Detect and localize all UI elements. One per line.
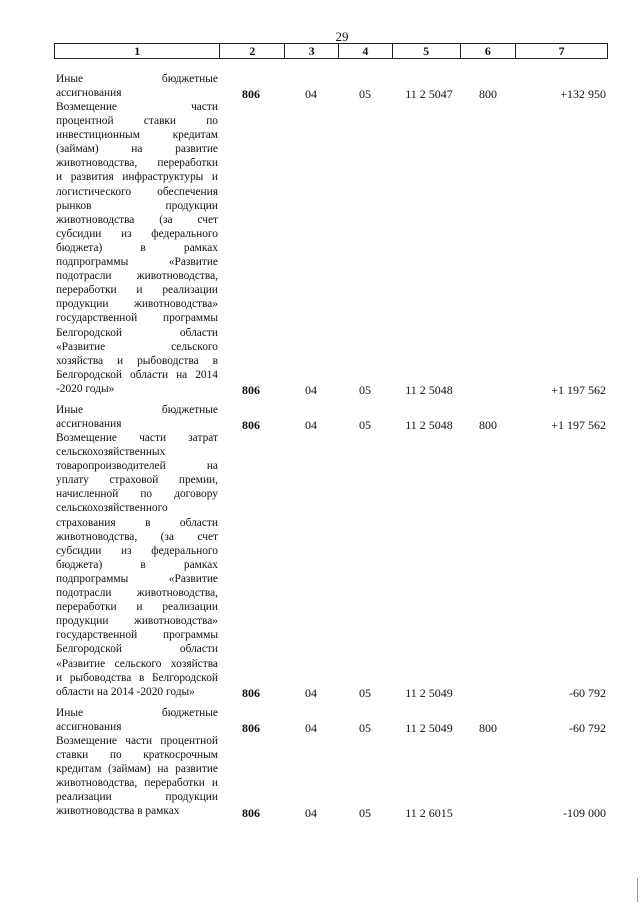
row-description [56, 431, 218, 699]
description-line: Возмещение части затрат [56, 432, 218, 444]
description-line: начисленной по договору [56, 488, 218, 501]
description-line: области на 2014 -2020 годы» [56, 685, 195, 698]
description-line: уплату страховой премии, [56, 474, 218, 487]
description-line: животноводства, переработки [56, 157, 218, 170]
subsection-cell: 05 [359, 383, 371, 397]
header-col-2: 2 [220, 44, 285, 58]
description-line: животноводства (за счет [56, 213, 218, 226]
description-line: подпрограммы «Развитие [56, 256, 218, 269]
description-line: ассигнования [56, 87, 122, 100]
subsection-cell: 05 [359, 805, 371, 820]
header-col-7: 7 [558, 44, 565, 58]
description-line: переработки и реализации [56, 284, 218, 297]
description-line: рынков продукции [56, 199, 218, 212]
admin-code-cell: 806 [242, 721, 260, 736]
description-line: ассигнования [56, 721, 122, 734]
description-line: -2020 годы» [56, 382, 115, 395]
description-line: продукции животноводства» [56, 298, 218, 311]
description-line: страхования в области [56, 516, 218, 529]
description-line: Возмещение части [56, 101, 218, 113]
description-line: субсидии из федерального [56, 227, 218, 240]
subsection-cell: 05 [359, 418, 371, 433]
header-col-3: 3 [285, 44, 339, 58]
admin-code-cell: 806 [242, 418, 260, 433]
header-col-6: 6 [461, 44, 517, 58]
admin-code-cell: 806 [242, 383, 260, 397]
description-line: подотрасли животноводства, [56, 270, 218, 283]
description-line: субсидии из федерального [56, 544, 218, 557]
row-description [56, 706, 218, 734]
header-col-1: 1 [55, 44, 220, 58]
section-cell: 04 [305, 87, 317, 102]
description-line: продукции животноводства» [56, 615, 218, 628]
admin-code-cell: 806 [242, 685, 260, 700]
description-line: Белгородской области на 2014 [56, 368, 218, 381]
description-line: животноводства в рамках [56, 805, 180, 818]
description-line: логистического обеспечения [56, 185, 218, 198]
description-line: товаропроизводителей на [56, 460, 218, 473]
row-description [56, 100, 218, 396]
amount-cell: -60 792 [569, 721, 606, 736]
description-line: процентной ставки по [56, 115, 218, 128]
subsection-cell: 05 [359, 685, 371, 700]
section-cell: 04 [305, 418, 317, 433]
description-line: Возмещение части процентной [56, 735, 218, 747]
amount-cell: -60 792 [569, 685, 606, 700]
target-article-cell: 11 2 6015 [405, 805, 453, 820]
description-line: реализации продукции [56, 791, 218, 804]
amount-cell: +132 950 [560, 87, 606, 102]
target-article-cell: 11 2 5049 [405, 721, 453, 736]
description-line: Белгородской области [56, 643, 218, 656]
description-line: ассигнования [56, 418, 122, 431]
section-cell: 04 [305, 685, 317, 700]
description-line: подотрасли животноводства, [56, 587, 218, 600]
description-line: кредитам (займам) на развитие [56, 763, 218, 776]
description-line: (займам) на развитие [56, 143, 218, 156]
admin-code-cell: 806 [242, 805, 260, 820]
description-line: «Развитие сельского [56, 340, 218, 353]
header-col-5: 5 [393, 44, 461, 58]
amount-cell: -109 000 [563, 805, 606, 820]
description-line: Иные бюджетные [56, 404, 218, 416]
target-article-cell: 11 2 5048 [405, 418, 453, 433]
description-line: бюджета) в рамках [56, 558, 218, 571]
target-article-cell: 11 2 5048 [405, 383, 453, 397]
expense-type-cell: 800 [479, 721, 497, 736]
description-line: животноводства, переработки и [56, 777, 218, 790]
page-number: 29 [335, 29, 349, 44]
description-line: государственной программы [56, 312, 218, 325]
description-line: инвестиционным кредитам [56, 129, 218, 142]
amount-cell: +1 197 562 [551, 383, 606, 397]
target-article-cell: 11 2 5047 [405, 87, 453, 102]
description-line: Иные бюджетные [56, 707, 218, 719]
description-line: животноводства, (за счет [56, 530, 218, 543]
description-line: Иные бюджетные [56, 73, 218, 85]
description-line: хозяйства и рыбоводства в [56, 354, 218, 367]
description-line: сельскохозяйственных [56, 446, 166, 459]
description-line: государственной программы [56, 629, 218, 642]
page-edge-mark [637, 878, 638, 902]
target-article-cell: 11 2 5049 [405, 685, 453, 700]
expense-type-cell: 800 [479, 87, 497, 102]
description-line: бюджета) в рамках [56, 241, 218, 254]
description-line: сельскохозяйственного [56, 502, 168, 515]
admin-code-cell: 806 [242, 87, 260, 102]
amount-cell: +1 197 562 [551, 418, 606, 433]
section-cell: 04 [305, 383, 317, 397]
row-description [56, 734, 218, 819]
row-description [56, 403, 218, 431]
description-line: и развития инфраструктуры и [56, 171, 218, 184]
expense-type-cell: 800 [479, 418, 497, 433]
description-line: переработки и реализации [56, 601, 218, 614]
description-line: «Развитие сельского хозяйства [56, 657, 218, 670]
table-header [54, 43, 608, 59]
description-line: ставки по краткосрочным [56, 749, 218, 762]
subsection-cell: 05 [359, 721, 371, 736]
description-line: и рыбоводства в Белгородской [56, 671, 218, 684]
description-line: Белгородской области [56, 326, 218, 339]
section-cell: 04 [305, 721, 317, 736]
subsection-cell: 05 [359, 87, 371, 102]
section-cell: 04 [305, 805, 317, 820]
description-line: подпрограммы «Развитие [56, 572, 218, 585]
header-col-4: 4 [339, 44, 393, 58]
row-description [56, 72, 218, 100]
